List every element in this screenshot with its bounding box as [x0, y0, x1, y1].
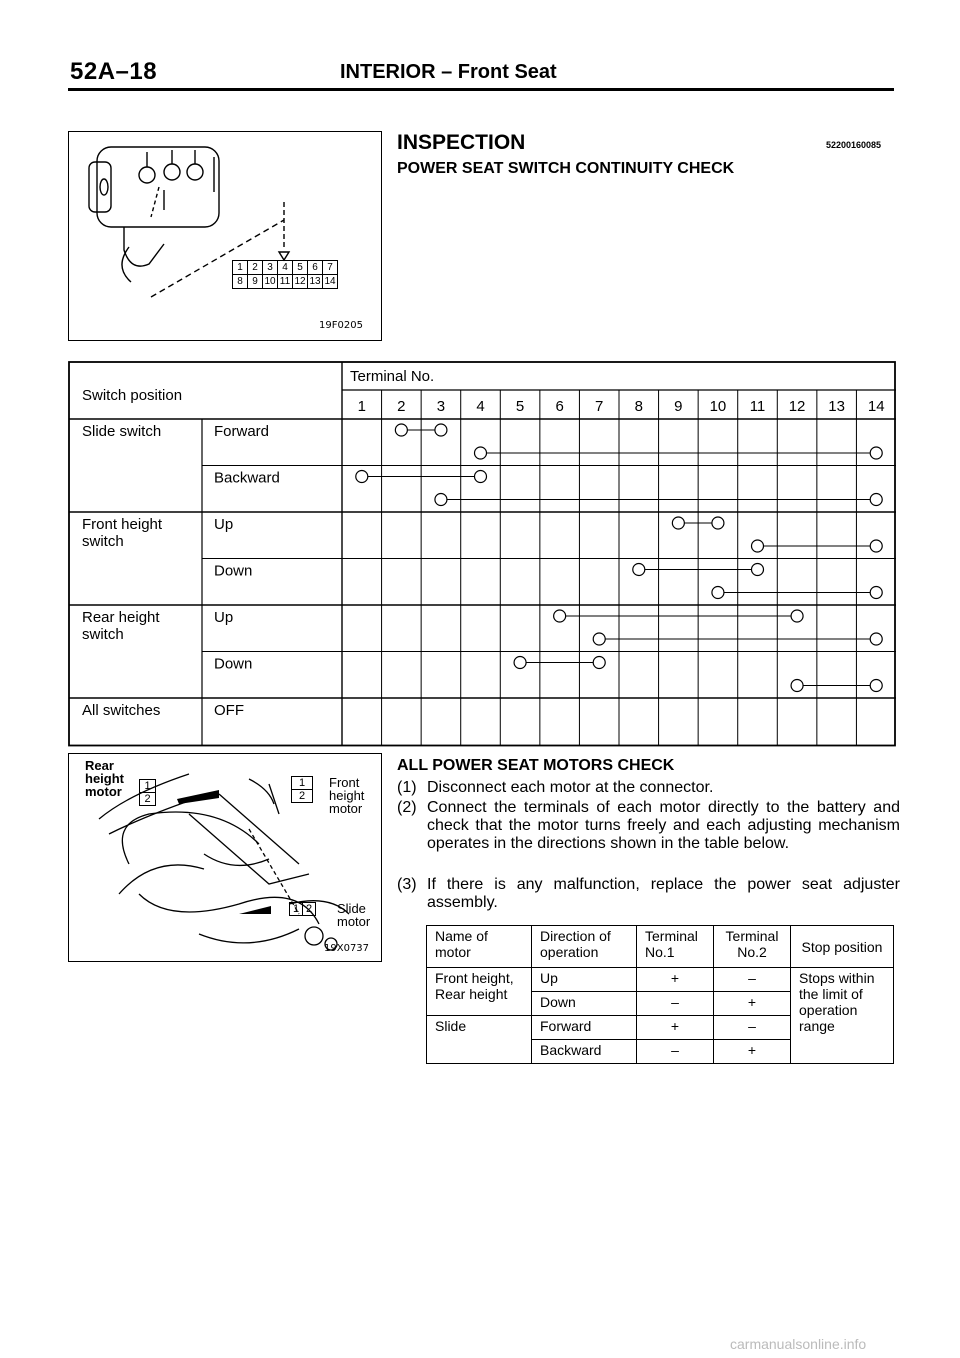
terminal-1-cell: –: [637, 992, 714, 1016]
front-motor-connector: [291, 776, 313, 803]
terminal-number: 2: [397, 398, 406, 415]
terminal-number: 14: [867, 398, 885, 415]
continuity-terminal-mark: [593, 633, 605, 645]
connector-pin: 1: [140, 780, 155, 793]
continuity-terminal-mark: [791, 680, 803, 692]
terminal-number: 11: [749, 398, 766, 415]
terminal-number: 7: [595, 398, 604, 415]
connector-pin: 12: [294, 276, 306, 287]
connector-pin: 6: [308, 261, 323, 275]
motor-name-slide: Slide: [427, 1016, 532, 1064]
step-2: [397, 799, 900, 874]
step-text: Disconnect each motor at the connector.: [427, 779, 714, 796]
continuity-terminal-mark: [475, 471, 487, 483]
terminal-number: 1: [357, 398, 366, 415]
terminal-2-cell: +: [714, 1040, 791, 1064]
step-number: (1): [397, 779, 417, 796]
step-number: (2): [397, 799, 417, 816]
terminal-2-cell: +: [714, 992, 791, 1016]
connector-pin: 5: [293, 261, 308, 275]
switch-group-name: switch: [82, 626, 124, 643]
terminal-no-header: Terminal No.: [350, 368, 435, 385]
continuity-terminal-mark: [435, 494, 447, 506]
terminal-1-cell: –: [637, 1040, 714, 1064]
continuity-terminal-mark: [712, 517, 724, 529]
stop-position-cell: Stops within the limit of operation range: [791, 968, 894, 1064]
slide-motor-label: Slide motor: [337, 901, 371, 929]
terminal-number: 8: [634, 398, 643, 415]
terminal-1-cell: +: [637, 1016, 714, 1040]
continuity-terminal-mark: [870, 680, 882, 692]
direction-cell: Up: [532, 968, 637, 992]
switch-position-label: Forward: [214, 423, 270, 440]
connector-pin: 13: [309, 276, 321, 287]
connector-pin: 10: [264, 276, 276, 287]
page-title: INTERIOR – Front Seat: [340, 61, 557, 83]
motors-check-title: ALL POWER SEAT MOTORS CHECK: [397, 757, 675, 774]
terminal-number: 3: [436, 398, 446, 415]
connector-pin: 2: [298, 790, 306, 802]
switch-group-name: Slide switch: [82, 423, 162, 440]
col-header-terminal-1: Terminal No.1: [637, 926, 714, 968]
col-header-name: Name of motor: [427, 926, 532, 968]
col-header-stop-position: Stop position: [791, 926, 894, 968]
front-height-motor-label: Front height motor: [329, 775, 365, 816]
step-text: Connect the terminals of each motor directly to the battery and check that the motor turns freely and each adjusting mechanism operates in the directions shown in the table below.: [427, 799, 900, 852]
continuity-terminal-mark: [870, 633, 882, 645]
switch-illustration: [69, 132, 381, 340]
switch-connector-figure: [68, 131, 382, 341]
switch-group-name: All switches: [82, 702, 161, 719]
continuity-terminal-mark: [870, 587, 882, 599]
rear-motor-connector: [139, 779, 156, 806]
motor-name-height: Front height, Rear height: [427, 968, 532, 1016]
continuity-terminal-mark: [514, 657, 526, 669]
continuity-terminal-mark: [633, 564, 645, 576]
connector-pin: 11: [278, 275, 293, 289]
continuity-terminal-mark: [672, 517, 684, 529]
switch-position-label: Down: [214, 562, 253, 580]
connector-pin: 8: [233, 275, 248, 289]
motors-figure: [68, 753, 382, 962]
switch-position-label: Up: [214, 516, 234, 533]
step-number: (3): [397, 876, 417, 893]
terminal-number: 5: [515, 398, 525, 415]
continuity-terminal-mark: [395, 424, 407, 436]
continuity-terminal-mark: [554, 610, 566, 622]
terminal-number: 12: [788, 398, 806, 415]
connector-pin: 3: [263, 261, 278, 275]
section-code: 52200160085: [826, 140, 882, 150]
continuity-terminal-mark: [752, 540, 764, 552]
terminal-1-cell: +: [637, 968, 714, 992]
header-rule: [68, 88, 894, 91]
connector-pin: 2: [305, 903, 313, 915]
connector-pin: 4: [278, 261, 293, 275]
switch-position-header: Switch position: [82, 387, 183, 404]
terminal-2-cell: –: [714, 1016, 791, 1040]
footer-watermark: carmanualsonline.info: [730, 1336, 867, 1352]
continuity-terminal-mark: [870, 494, 882, 506]
continuity-terminal-mark: [475, 447, 487, 459]
continuity-terminal-mark: [791, 610, 803, 622]
switch-position-label: Down: [214, 655, 253, 673]
step-text: If there is any malfunction, replace the power seat adjuster assembly.: [427, 876, 900, 911]
connector-diagram: [232, 260, 338, 289]
step-1: [397, 779, 900, 799]
terminal-number: 6: [555, 398, 564, 415]
switch-group-name: Rear height: [82, 609, 160, 626]
switch-group-name: switch: [82, 533, 124, 550]
slide-motor-connector: [289, 902, 316, 916]
inspection-title: INSPECTION: [397, 131, 526, 154]
connector-pin: 1: [292, 777, 312, 790]
switch-position-label: OFF: [214, 702, 244, 719]
connector-pin: 2: [248, 261, 263, 275]
direction-cell: Backward: [532, 1040, 637, 1064]
connector-pin: 1: [290, 903, 303, 915]
connector-pin: 1: [233, 261, 248, 275]
terminal-number: 4: [476, 398, 485, 415]
continuity-check-title: POWER SEAT SWITCH CONTINUITY CHECK: [397, 160, 735, 177]
continuity-terminal-mark: [870, 540, 882, 552]
connector-pin: 7: [323, 261, 338, 275]
figure-code: 19F0205: [319, 320, 363, 331]
motors-table: [426, 925, 894, 1064]
connector-pin: 9: [248, 275, 263, 289]
direction-cell: Down: [532, 992, 637, 1016]
terminal-number: 13: [828, 398, 845, 415]
continuity-terminal-mark: [712, 587, 724, 599]
figure-code: 19X0737: [324, 943, 370, 954]
continuity-table: [68, 361, 896, 747]
col-header-direction: Direction of operation: [532, 926, 637, 968]
rear-height-motor-label: Rear height motor: [85, 758, 124, 799]
continuity-terminal-mark: [356, 471, 368, 483]
direction-cell: Forward: [532, 1016, 637, 1040]
page-number: 52A–18: [70, 58, 158, 85]
switch-position-label: Backward: [214, 469, 280, 487]
terminal-2-cell: –: [714, 968, 791, 992]
switch-position-label: Up: [214, 609, 234, 626]
switch-group-name: Front height: [82, 516, 163, 533]
step-3: [397, 876, 900, 916]
continuity-terminal-mark: [752, 564, 764, 576]
continuity-terminal-mark: [593, 657, 605, 669]
terminal-number: 10: [709, 398, 727, 415]
connector-pin: 14: [324, 276, 336, 287]
terminal-number: 9: [674, 398, 683, 415]
continuity-terminal-mark: [435, 424, 447, 436]
connector-pin: 2: [144, 793, 151, 805]
col-header-terminal-2: Terminal No.2: [714, 926, 791, 968]
continuity-terminal-mark: [870, 447, 882, 459]
